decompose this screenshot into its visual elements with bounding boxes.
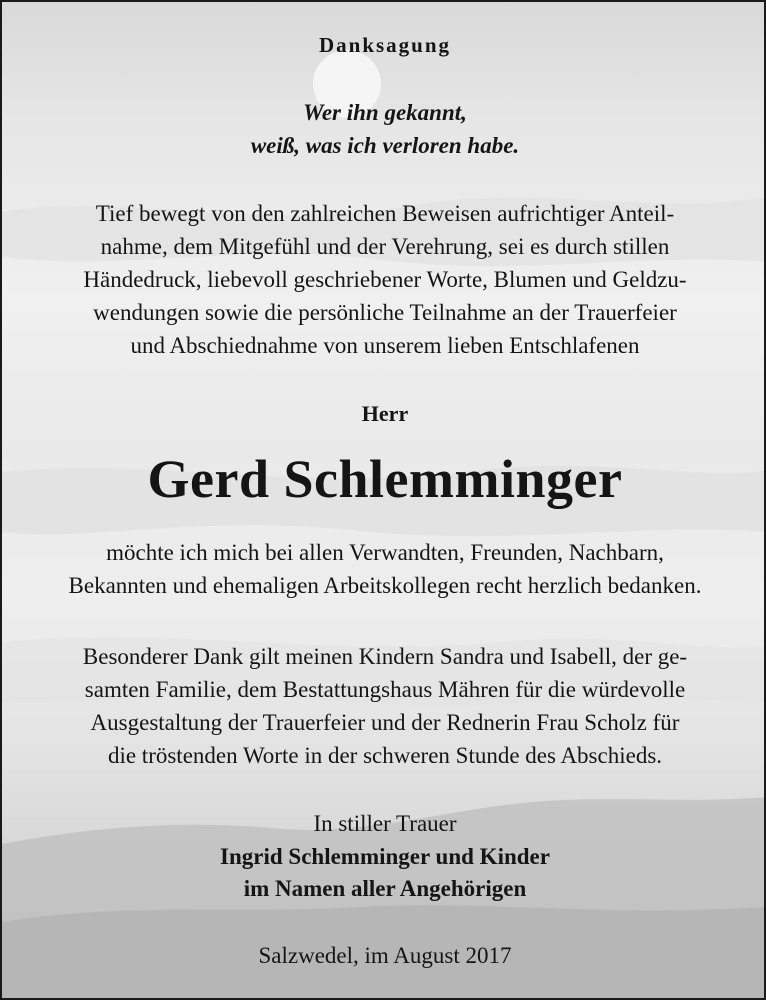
intro-line: und Abschiednahme von unserem lieben Entschlafenen [130, 333, 640, 358]
notice-content [2, 2, 766, 1000]
intro-line: Händedruck, liebevoll geschriebener Worte, Blumen und Geldzu- [83, 267, 687, 292]
special-thanks-line: Ausgestaltung der Trauerfeier und der Rednerin Frau Scholz für [90, 710, 680, 735]
closing-phrase: In stiller Trauer [313, 811, 457, 836]
thanks-line: möchte ich mich bei allen Verwandten, Freunden, Nachbarn, [106, 540, 664, 565]
special-thanks-line: die tröstenden Worte in der schweren Stunde des Abschieds. [107, 743, 663, 768]
intro-line: Tief bewegt von den zahlreichen Beweisen aufrichtiger Anteil- [95, 201, 675, 226]
special-thanks-line: samten Familie, dem Bestattungshaus Mähren für die würdevolle [84, 677, 686, 702]
place-and-date: Salzwedel, im August 2017 [258, 943, 512, 968]
motto-line: weiß, was ich verloren habe. [250, 133, 520, 158]
intro-line: wendungen sowie die persönliche Teilnahme an der Trauerfeier [93, 300, 677, 325]
notice-heading: Danksagung [318, 33, 452, 57]
thanks-line: Bekannten und ehemaligen Arbeitskollegen recht herzlich bedanken. [68, 573, 702, 598]
motto-line: Wer ihn gekannt, [303, 100, 467, 125]
signatory-line: Ingrid Schlemminger und Kinder [220, 844, 550, 869]
special-thanks-line: Besonderer Dank gilt meinen Kindern Sandra und Isabell, der ge- [82, 644, 688, 669]
salutation: Herr [361, 401, 409, 426]
signatory-line: im Namen aller Angehörigen [243, 876, 527, 901]
deceased-name: Gerd Schlemminger [147, 449, 623, 509]
intro-line: nahme, dem Mitgefühl und der Verehrung, sei es durch stillen [100, 234, 670, 259]
